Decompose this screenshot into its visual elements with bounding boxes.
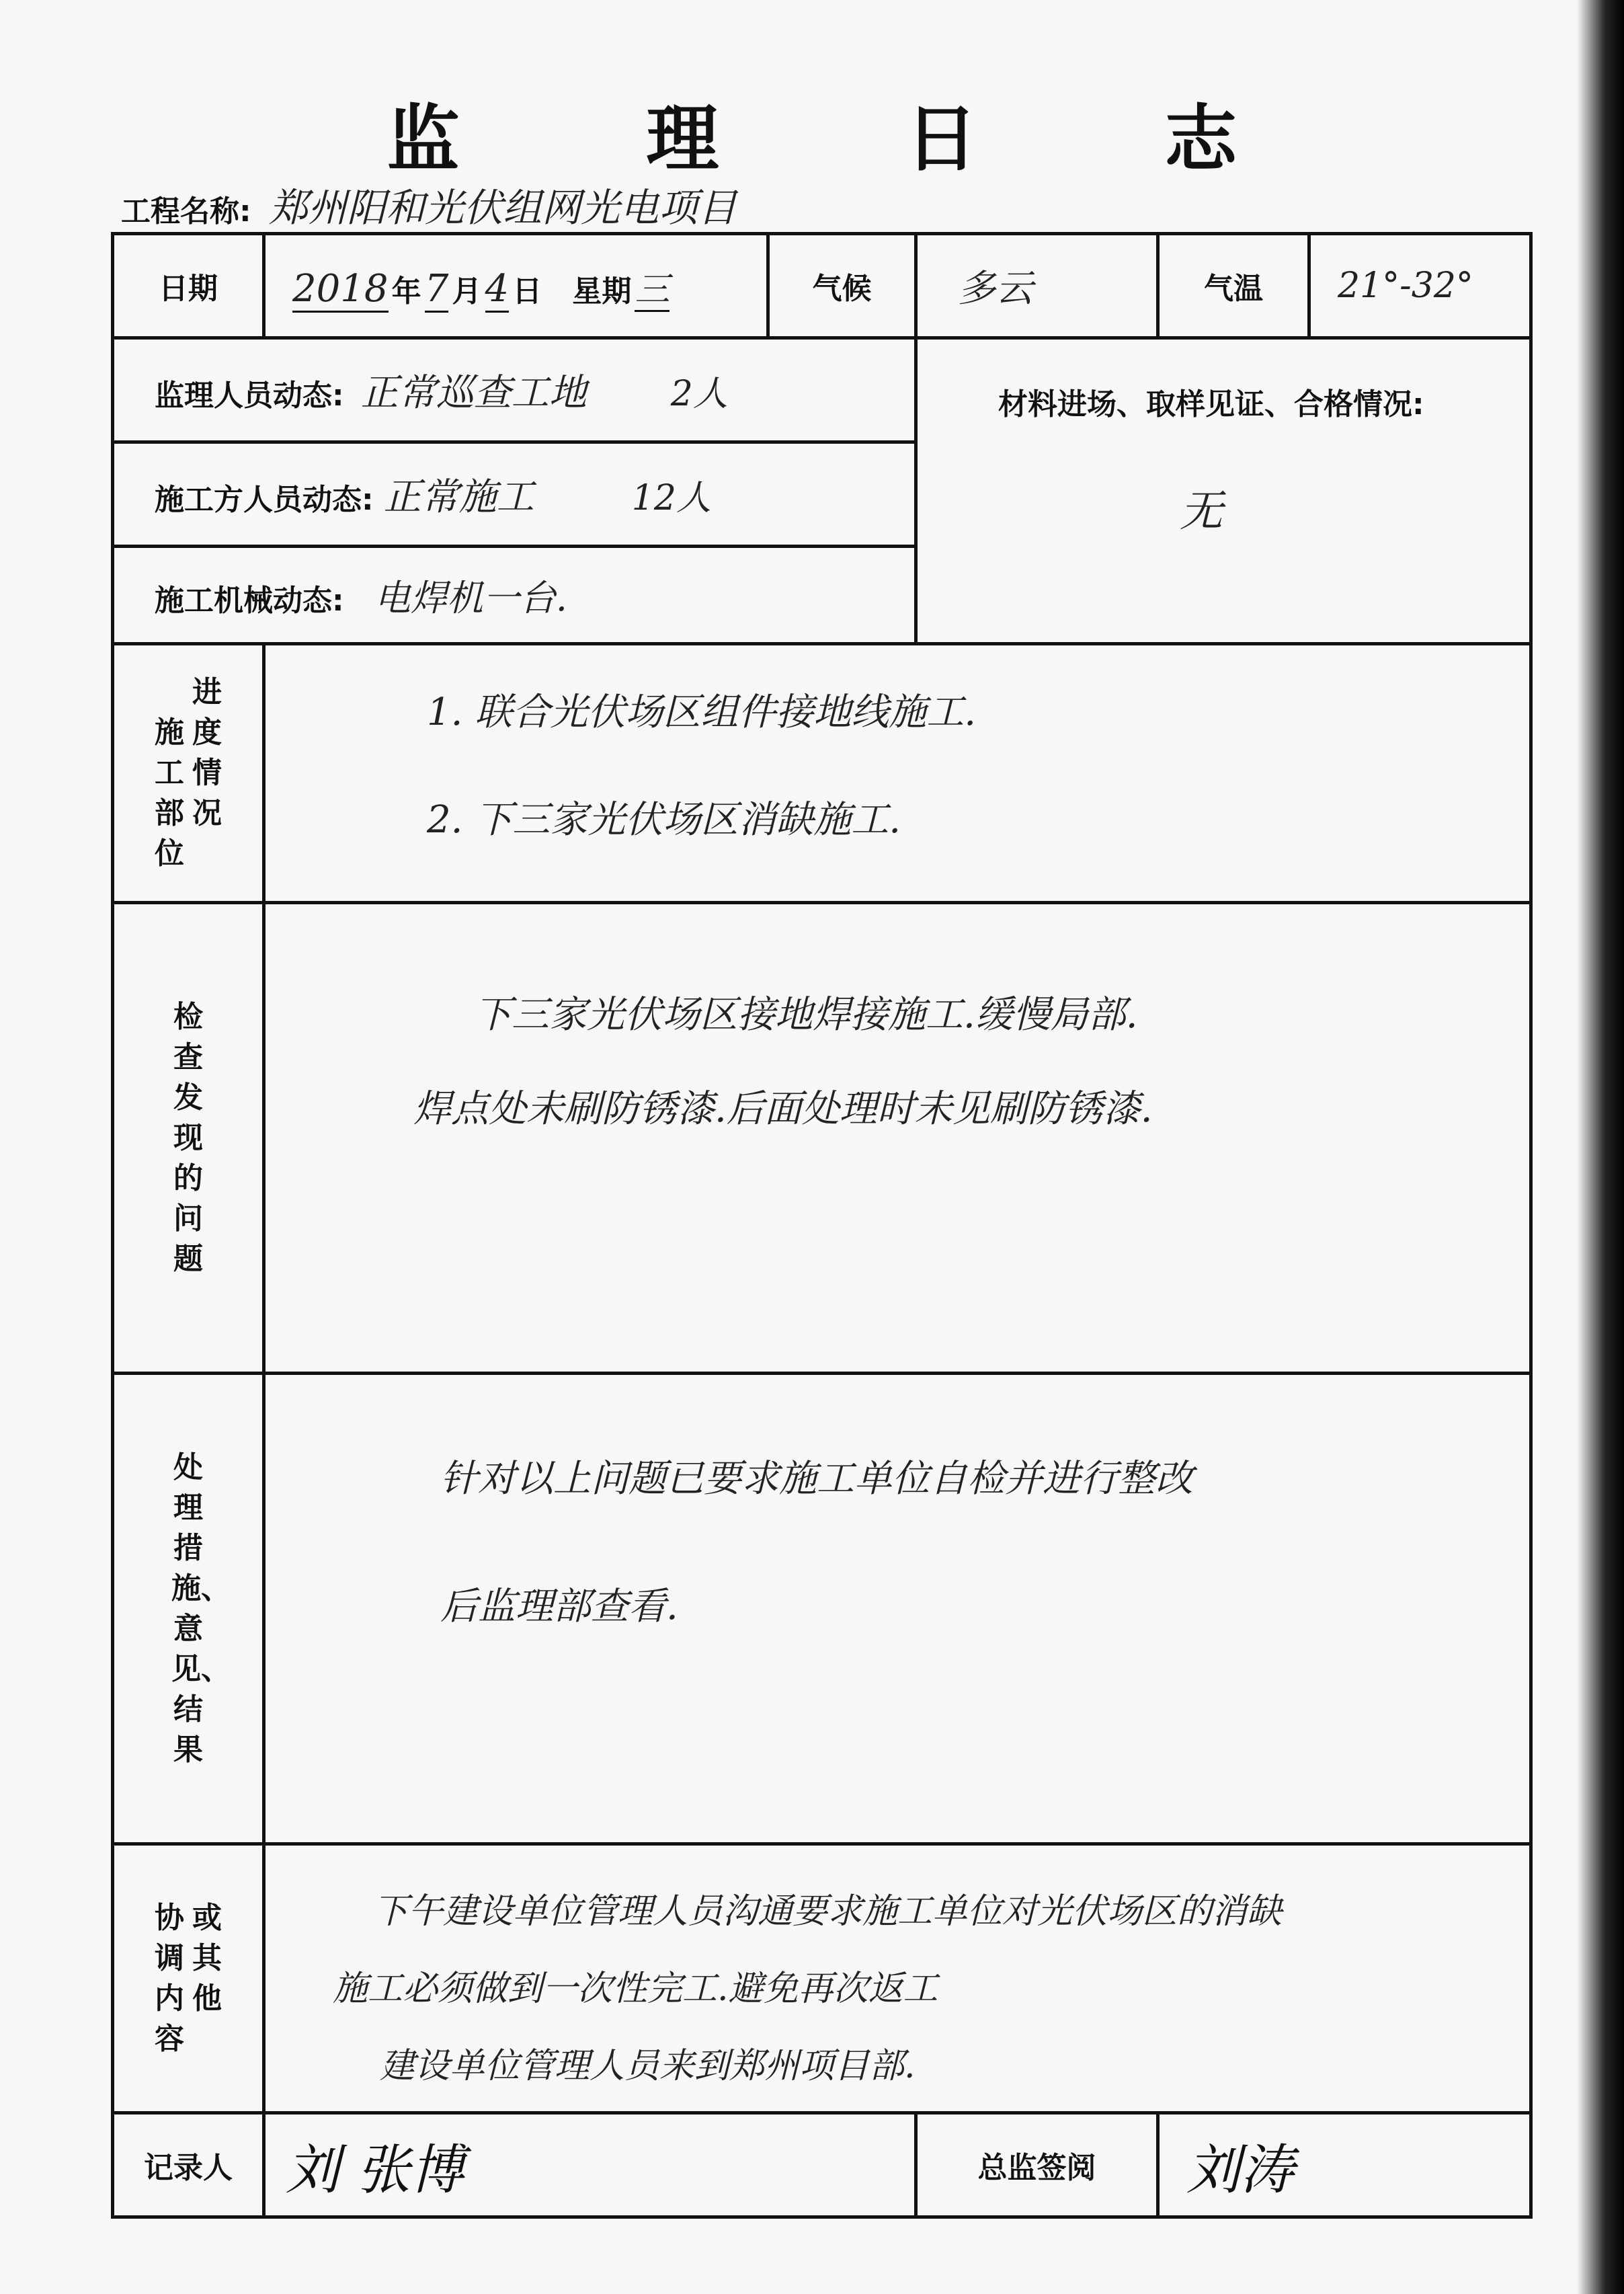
supervisor-label: 监理人员动态: [155,379,344,413]
recorder-signature: 刘 张博 [286,2138,464,2201]
date-value [266,261,766,311]
inspection-line-1: 下三家光伏场区接地焊接施工.缓慢局部. [474,993,1138,1037]
coordination-line-1: 下午建设单位管理人员沟通要求施工单位对光伏场区的消缺 [373,1891,1283,1932]
page-title: 监 理 日 志 [387,97,1318,182]
coordination-label-col1: 协调内容 [155,1900,184,2056]
supervisor-row [113,338,1531,442]
measures-line-2: 后监理部查看. [440,1585,678,1628]
date-year: 2018 [292,267,389,313]
supervision-log-table [111,232,1533,2219]
coordination-line-2: 施工必须做到一次性完工.避免再次返工 [333,1969,938,2009]
measures-line-1: 针对以上问题已要求施工单位自检并进行整改 [440,1457,1193,1501]
chief-signature: 刘涛 [1186,2138,1294,2201]
coordination-row [113,1844,1531,2113]
materials-value: 无 [1180,487,1223,537]
date-month-unit: 月 [452,274,482,309]
supervisor-count: 2人 [670,374,728,414]
supervisor-value: 正常巡查工地 [360,371,587,415]
contractor-label: 施工方人员动态: [155,483,374,517]
contractor-value: 正常施工 [383,475,534,519]
date-label: 日期 [159,272,218,306]
inspection-label: 检查发现的问题 [173,999,203,1276]
date-day: 4 [485,267,510,313]
machinery-value: 电焊机一台. [374,576,567,619]
progress-line-1: 1. 联合光伏场区组件接地线施工. [427,690,977,734]
recorder-label: 记录人 [144,2151,233,2185]
scan-shadow-edge [1577,0,1624,2294]
progress-row [113,644,1531,903]
contractor-count: 12人 [631,478,711,518]
date-month: 7 [425,267,449,313]
weekday-value: 三 [635,270,669,312]
date-day-unit: 日 [512,274,542,309]
date-year-unit: 年 [391,274,421,309]
coordination-line-3: 建设单位管理人员来到郑州项目部. [380,2046,916,2086]
coordination-label-col2: 或其他 [192,1900,222,2016]
temperature-value: 21°-32° [1338,266,1473,306]
temperature-label: 气温 [1204,272,1263,306]
inspection-line-2: 焊点处未刷防锈漆.后面处理时未见刷防锈漆. [413,1087,1153,1131]
date-row [113,234,1531,338]
progress-label-col1: 施工部位 [155,715,184,871]
chief-label: 总监签阅 [977,2151,1096,2185]
weather-label: 气候 [812,272,872,306]
progress-line-2: 2. 下三家光伏场区消缺施工. [427,798,901,842]
materials-label: 材料进场、取样见证、合格情况: [998,387,1424,422]
progress-label-col2: 进度情况 [192,675,222,830]
measures-row [113,1374,1531,1844]
project-name-label: 工程名称: [121,194,251,229]
inspection-row [113,903,1531,1374]
measures-label: 处理措施、意见、结果 [171,1450,231,1767]
weather-value: 多云 [958,267,1033,311]
machinery-label: 施工机械动态: [155,583,344,618]
weekday-label: 星期 [572,274,632,309]
project-name-value: 郑州阳和光伏组网光电项目 [269,185,737,231]
footer-row [113,2113,1531,2217]
